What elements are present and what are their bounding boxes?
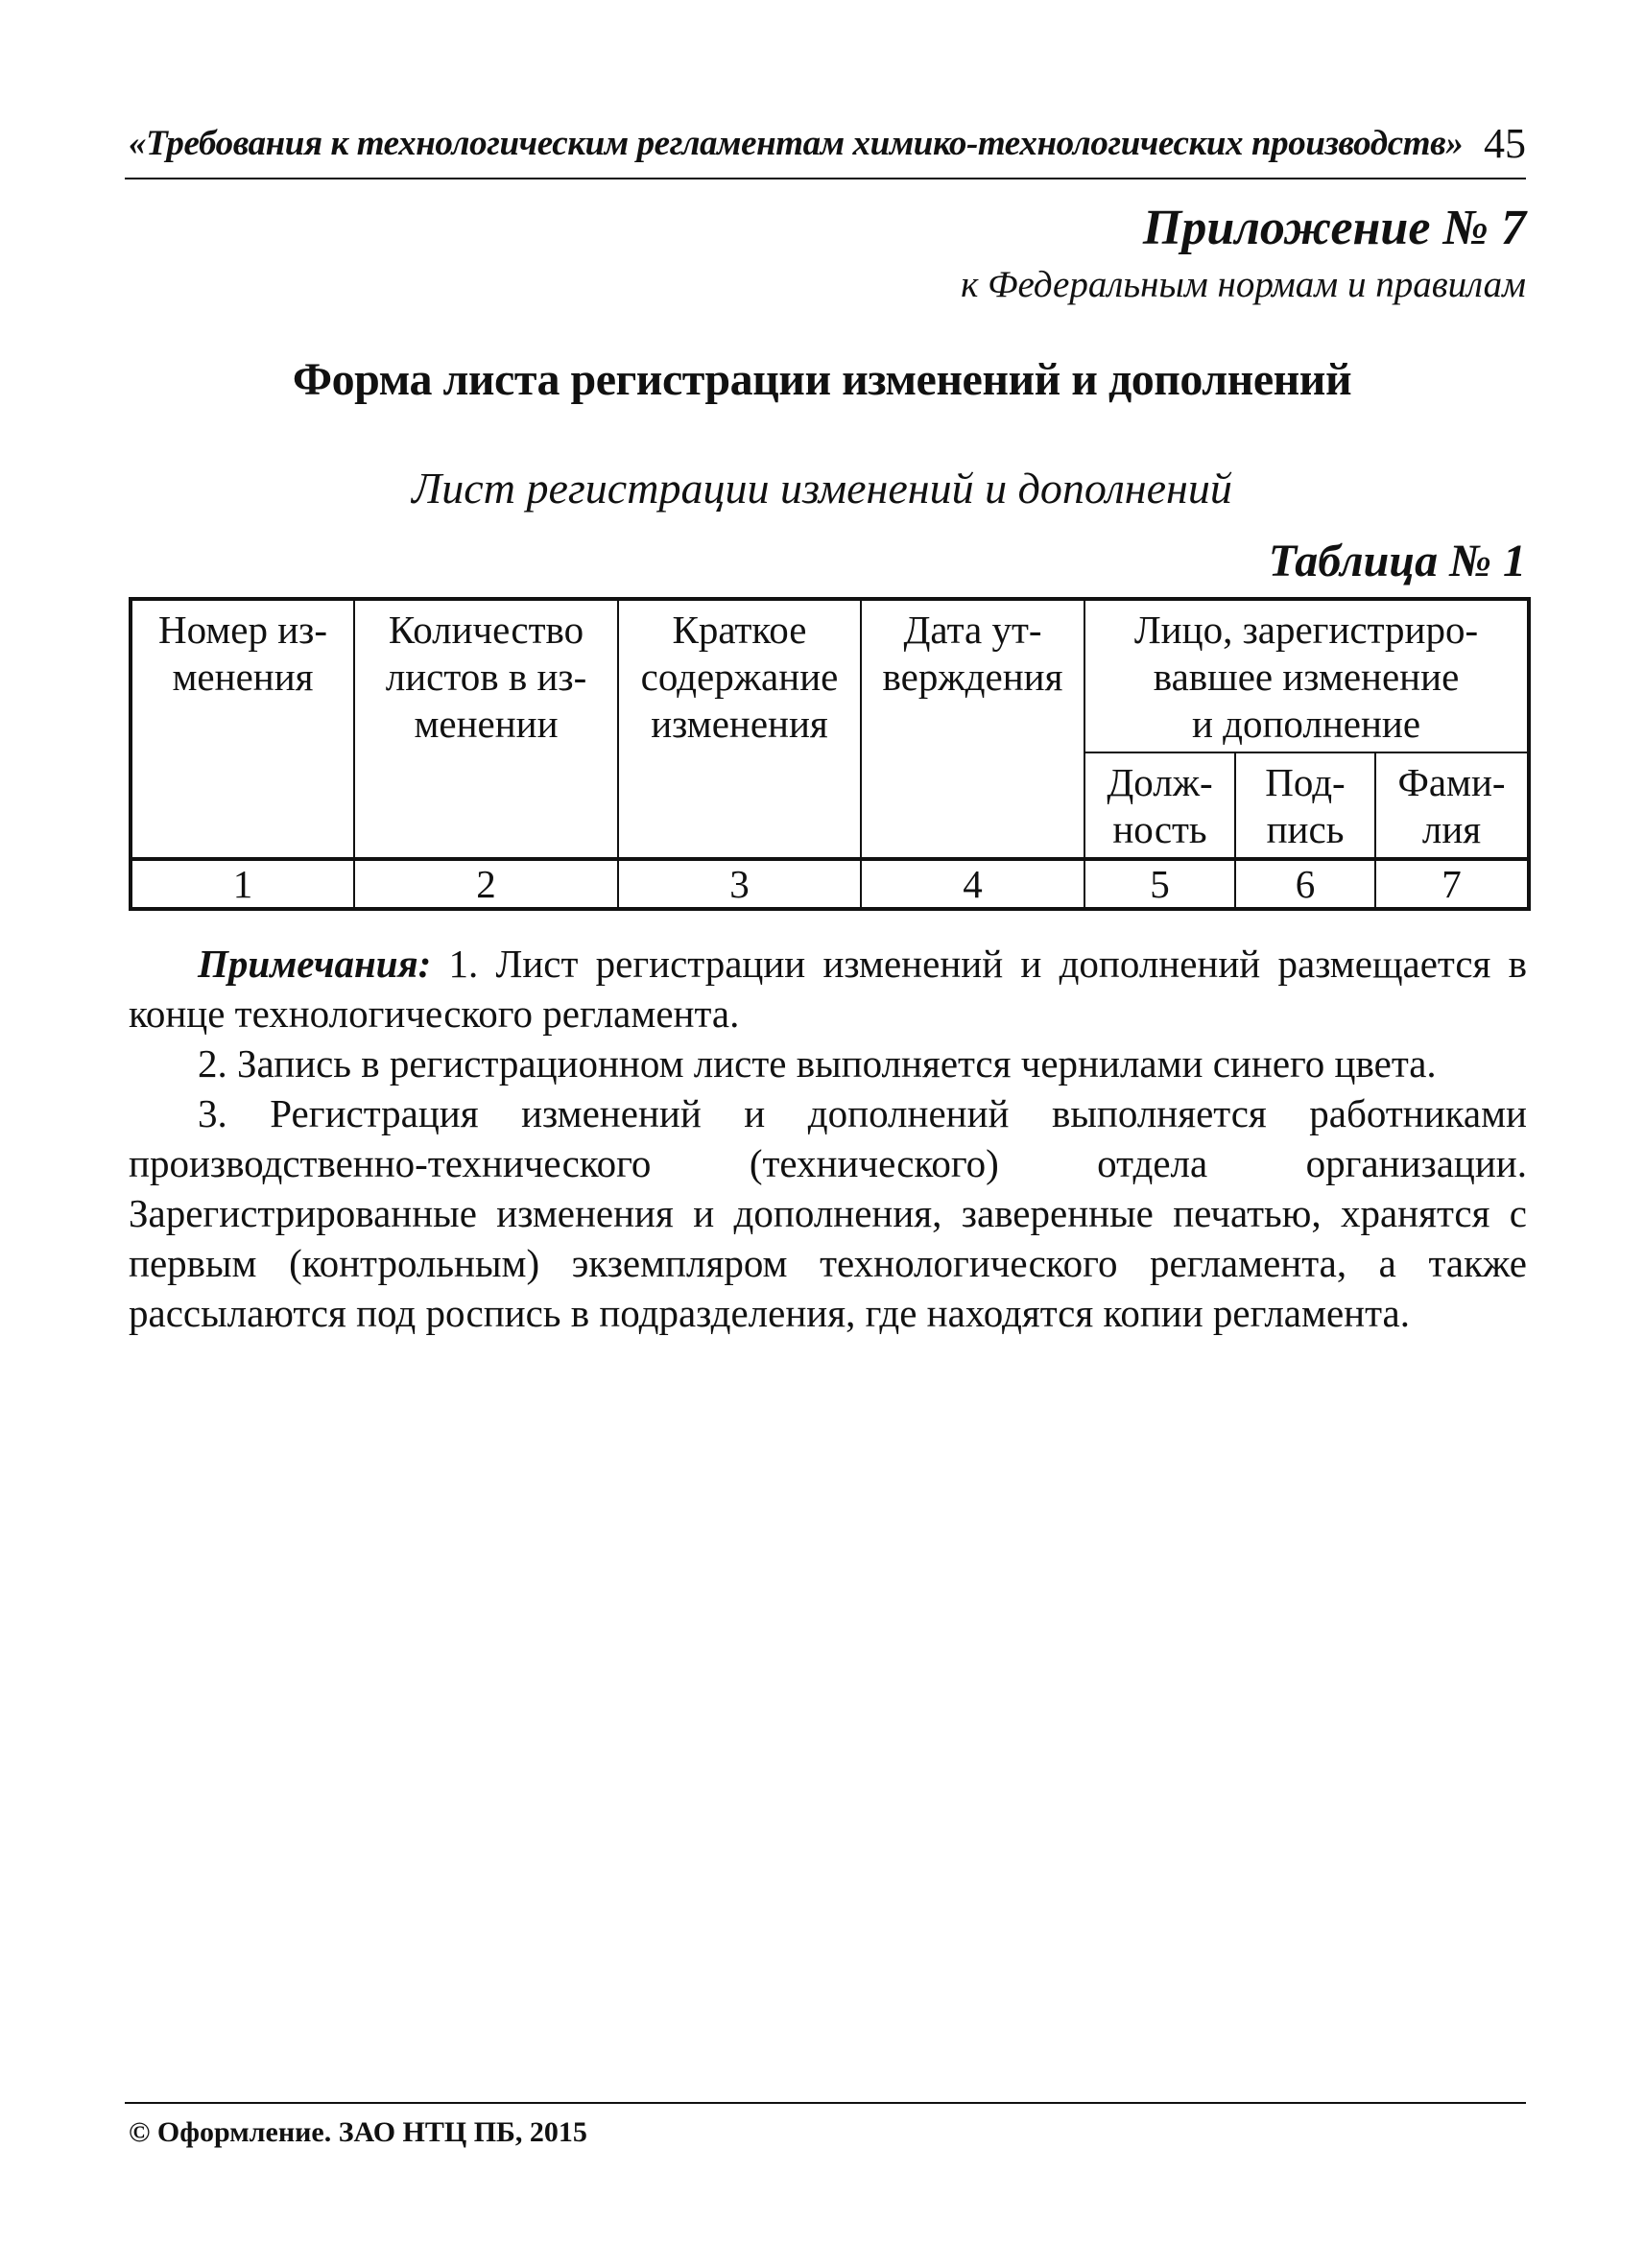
sheet-title: Лист регистрации изменений и дополнений xyxy=(412,464,1232,513)
header-surname: Фами- лия xyxy=(1375,752,1529,859)
registration-table xyxy=(129,597,1531,911)
notes-section xyxy=(129,939,1527,1338)
notes-label: Примечания: xyxy=(198,942,432,986)
column-number: 4 xyxy=(861,859,1084,909)
header-registered-by: Лицо, зарегистриро- вавшее изменение и дополнение xyxy=(1084,599,1529,752)
table-header-row xyxy=(131,599,1529,752)
footer-divider xyxy=(125,2102,1526,2104)
header-signature: Под- пись xyxy=(1235,752,1375,859)
column-number: 6 xyxy=(1235,859,1375,909)
column-number-row xyxy=(131,859,1529,909)
header-change-number: Номер из- менения xyxy=(131,599,354,859)
column-number: 2 xyxy=(354,859,618,909)
column-number: 1 xyxy=(131,859,354,909)
note-1: Примечания: 1. Лист регистрации изменений и дополнений размещается в конце технологического регламента. xyxy=(129,942,1527,1036)
header-sheet-count: Количество листов в из- менении xyxy=(354,599,618,859)
page-number: 45 xyxy=(1484,120,1526,167)
header-summary: Краткое содержание изменения xyxy=(618,599,861,859)
appendix-subtitle: к Федеральным нормам и правилам xyxy=(961,264,1526,305)
header-approval-date: Дата ут- верждения xyxy=(861,599,1084,859)
table-caption: Таблица № 1 xyxy=(1268,536,1526,586)
column-number: 5 xyxy=(1084,859,1235,909)
form-title: Форма листа регистрации изменений и дополнений xyxy=(292,354,1352,405)
header-position: Долж- ность xyxy=(1084,752,1235,859)
column-number: 3 xyxy=(618,859,861,909)
column-number: 7 xyxy=(1375,859,1529,909)
appendix-title: Приложение № 7 xyxy=(1142,201,1526,255)
running-header-title: «Требования к технологическим регламентам химико-технологических производств» xyxy=(129,124,1464,163)
note-2: 2. Запись в регистрационном листе выполняется чернилами синего цвета. xyxy=(198,1041,1437,1086)
note-3: 3. Регистрация изменений и дополнений выполняется работниками производственно-технического (технического) отдела организации. Зарегистрированные изменения и дополнения, заверенные печатью, хранятся с первым (контрольным) экземпляром технологического регламента, а также рассылаются под роспись в подразделения, где находятся копии регламента. xyxy=(129,1091,1527,1335)
header-divider xyxy=(125,178,1526,179)
footer-copyright: © Оформление. ЗАО НТЦ ПБ, 2015 xyxy=(129,2116,587,2148)
